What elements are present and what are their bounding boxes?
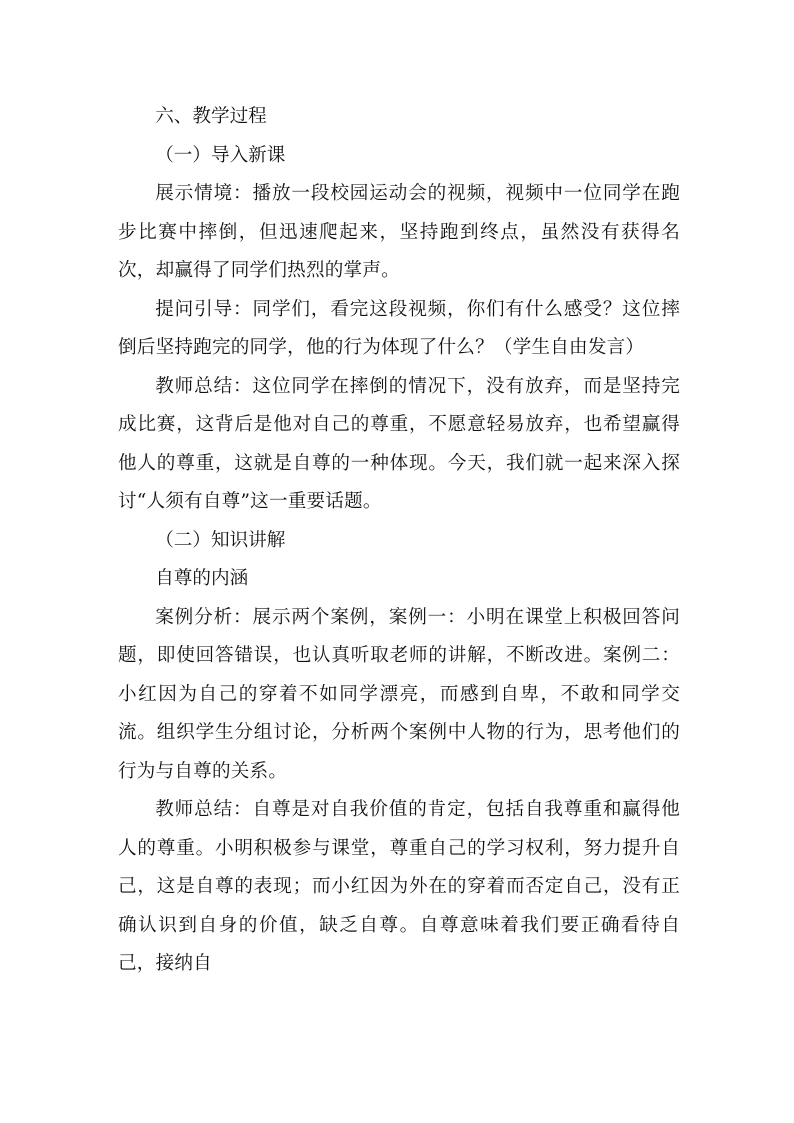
- part2-paragraph-summary: 教师总结：自尊是对自我价值的肯定，包括自我尊重和赢得他人的尊重。小明积极参与课堂，尊重自己的学习权利，努力提升自己，这是自尊的表现；而小红因为外在的穿着而否定自己，没有正确认识到自身的价值，缺乏自尊。自尊意味着我们要正确看待自己，接纳自: [118, 799, 680, 974]
- section-title: 六、教学过程: [155, 106, 267, 127]
- part2-subheading: 自尊的内涵: [155, 568, 249, 589]
- part1-paragraph-question: 提问引导：同学们，看完这段视频，你们有什么感受？这位摔倒后坚持跑完的同学，他的行为体现了什么？（学生自由发言）: [118, 298, 680, 358]
- part1-paragraph-summary: 教师总结：这位同学在摔倒的情况下，没有放弃，而是坚持完成比赛，这背后是他对自己的尊重，不愿意轻易放弃，也希望赢得他人的尊重，这就是自尊的一种体现。今天，我们就一起来深入探讨“人须有自尊”这一重要话题。: [118, 375, 680, 512]
- part1-paragraph-scenario: 展示情境：播放一段校园运动会的视频，视频中一位同学在跑步比赛中摔倒，但迅速爬起来，坚持跑到终点，虽然没有获得名次，却赢得了同学们热烈的掌声。: [118, 183, 680, 281]
- part2-paragraph-case-analysis: 案例分析：展示两个案例，案例一：小明在课堂上积极回答问题，即使回答错误，也认真听取老师的讲解，不断改进。案例二：小红因为自己的穿着不如同学漂亮，而感到自卑，不敢和同学交流。组织学生分组讨论，分析两个案例中人物的行为，思考他们的行为与自尊的关系。: [118, 606, 680, 782]
- document-page: [118, 98, 680, 984]
- part1-heading: （一）导入新课: [155, 144, 286, 166]
- part2-heading: （二）知识讲解: [155, 529, 286, 551]
